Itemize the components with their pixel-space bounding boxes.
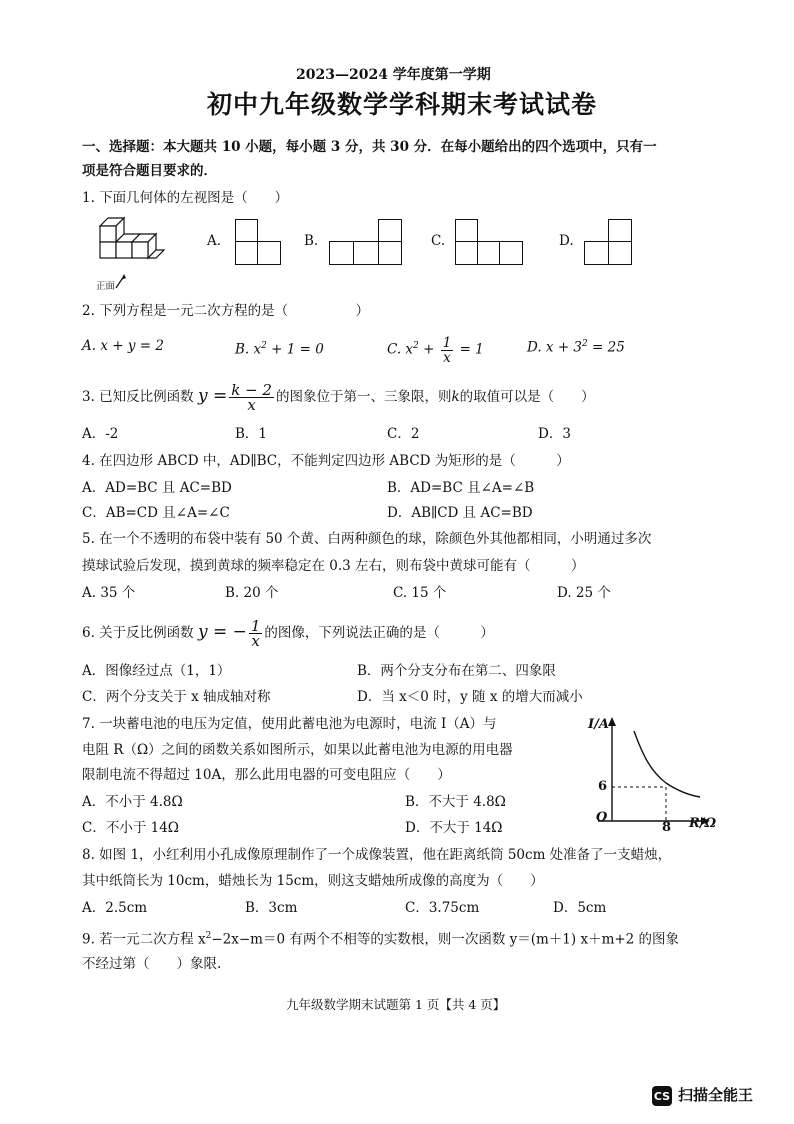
- q8-option-b: B．3cm: [245, 900, 298, 916]
- q8-option-c: C．3.75cm: [405, 900, 480, 916]
- q7-stem-line3: 限制电流不得超过 10A，那么此用电器的可变电阻应（ ）: [82, 767, 451, 783]
- q2-stem: 2. 下列方程是一元二次方程的是（ ）: [82, 303, 370, 319]
- q1-stem: 1. 下面几何体的左视图是（ ）: [82, 190, 289, 206]
- q4-option-d: D．AB∥CD 且 AC=BD: [387, 505, 533, 521]
- camscanner-watermark-text: 扫描全能王: [678, 1086, 754, 1104]
- school-year-line: 2023—2024 学年度第一学期: [296, 67, 491, 83]
- q6-option-a: A．图像经过点（1，1）: [82, 663, 231, 679]
- q7-stem-line2: 电阻 R（Ω）之间的函数关系如图所示，如果以此蓄电池为电源的用电器: [82, 742, 513, 758]
- q4-option-c: C．AB=CD 且∠A=∠C: [82, 505, 230, 521]
- q5-option-a: A. 35 个: [82, 585, 136, 601]
- q3-option-a: A．-2: [82, 426, 119, 442]
- q1-option-c-label: C.: [431, 233, 446, 249]
- q4-option-a: A．AD=BC 且 AC=BD: [82, 480, 232, 496]
- q7-option-b: B．不大于 4.8Ω: [405, 794, 506, 810]
- q3-option-d: D．3: [538, 426, 571, 442]
- graph-origin-label: O: [596, 810, 608, 825]
- q2-option-d: D. $x + 3^2 = 25$: [527, 339, 625, 356]
- front-view-label: 正面: [96, 281, 116, 292]
- q1-option-a-label: A.: [207, 233, 222, 249]
- q2-option-b: B. $x^2 + 1 = 0$: [235, 341, 324, 358]
- q5-option-b: B. 20 个: [225, 585, 279, 601]
- q8-option-d: D．5cm: [553, 900, 607, 916]
- graph-x-tick: 8: [662, 820, 672, 835]
- q6-option-d: D．当 x＜0 时，y 随 x 的增大而减小: [357, 689, 583, 705]
- q9-stem-line2: 不经过第（ ）象限.: [82, 956, 222, 972]
- q8-stem-line2: 其中纸筒长为 10cm，蜡烛长为 15cm，则这支蜡烛所成像的高度为（ ）: [82, 873, 544, 889]
- graph-x-axis-label: R/Ω: [689, 816, 717, 831]
- section1-instructions-line2: 项是符合题目要求的．: [82, 163, 217, 179]
- section1-instructions-line1: 一、选择题：本大题共 10 小题，每小题 3 分，共 30 分．在每小题给出的四个选项中，只有一: [82, 139, 657, 155]
- q3-option-c: C．2: [387, 426, 420, 442]
- page-footer: 九年级数学期末试题第 1 页【共 4 页】: [286, 997, 506, 1012]
- q1-option-b-label: B.: [304, 233, 319, 249]
- q6-option-b: B．两个分支分布在第二、四象限: [357, 663, 556, 679]
- q6-stem: 6. 关于反比例函数 y = − $\frac{1}{x}$ 的图像，下列说法正确的是（ ）: [82, 617, 494, 650]
- q8-option-a: A．2.5cm: [82, 900, 148, 916]
- q3-stem: 3. 已知反比例函数 y = $\frac{k - 2}{x}$ 的图象位于第一、三象限，则k的取值可以是（ ）: [82, 381, 595, 414]
- camscanner-logo-icon: CS: [652, 1086, 672, 1106]
- q6-option-c: C．两个分支关于 x 轴成轴对称: [82, 689, 271, 705]
- q7-stem-line1: 7. 一块蓄电池的电压为定值，使用此蓄电池为电源时，电流 I（A）与: [82, 716, 497, 732]
- exam-title: 初中九年级数学学科期末考试试卷: [207, 90, 598, 119]
- q5-option-c: C. 15 个: [393, 585, 447, 601]
- q1-option-d-label: D.: [559, 233, 574, 249]
- q3-option-b: B．1: [235, 426, 268, 442]
- q7-option-d: D．不大于 14Ω: [405, 820, 503, 836]
- q2-option-c: C. $x^2$ + $\frac{1}{x}$ = 1: [387, 334, 484, 366]
- q2-option-a: A. x + y = 2: [82, 338, 164, 354]
- q5-option-d: D. 25 个: [557, 585, 611, 601]
- q5-stem-line1: 5. 在一个不透明的布袋中装有 50 个黄、白两种颜色的球，除颜色外其他都相同，小明通过多次: [82, 531, 652, 547]
- q5-stem-line2: 摸球试验后发现，摸到黄球的频率稳定在 0.3 左右，则布袋中黄球可能有（ ）: [82, 558, 585, 574]
- graph-y-tick: 6: [598, 779, 608, 794]
- q4-option-b: B．AD=BC 且∠A=∠B: [387, 480, 535, 496]
- q4-stem: 4. 在四边形 ABCD 中，AD∥BC，不能判定四边形 ABCD 为矩形的是（ ）: [82, 453, 570, 469]
- graph-y-axis-label: I/A: [588, 717, 609, 732]
- q8-stem-line1: 8. 如图 1，小红利用小孔成像原理制作了一个成像装置，他在距离纸筒 50cm 处准备了一支蜡烛，: [82, 847, 672, 863]
- q7-option-c: C．不小于 14Ω: [82, 820, 179, 836]
- q9-stem-line1: 9. 若一元二次方程 $x^2-2x-m=0$ 有两个不相等的实数根，则一次函数 y＝(m＋1) x＋m+2 的图象: [82, 931, 680, 948]
- q7-option-a: A．不小于 4.8Ω: [82, 794, 183, 810]
